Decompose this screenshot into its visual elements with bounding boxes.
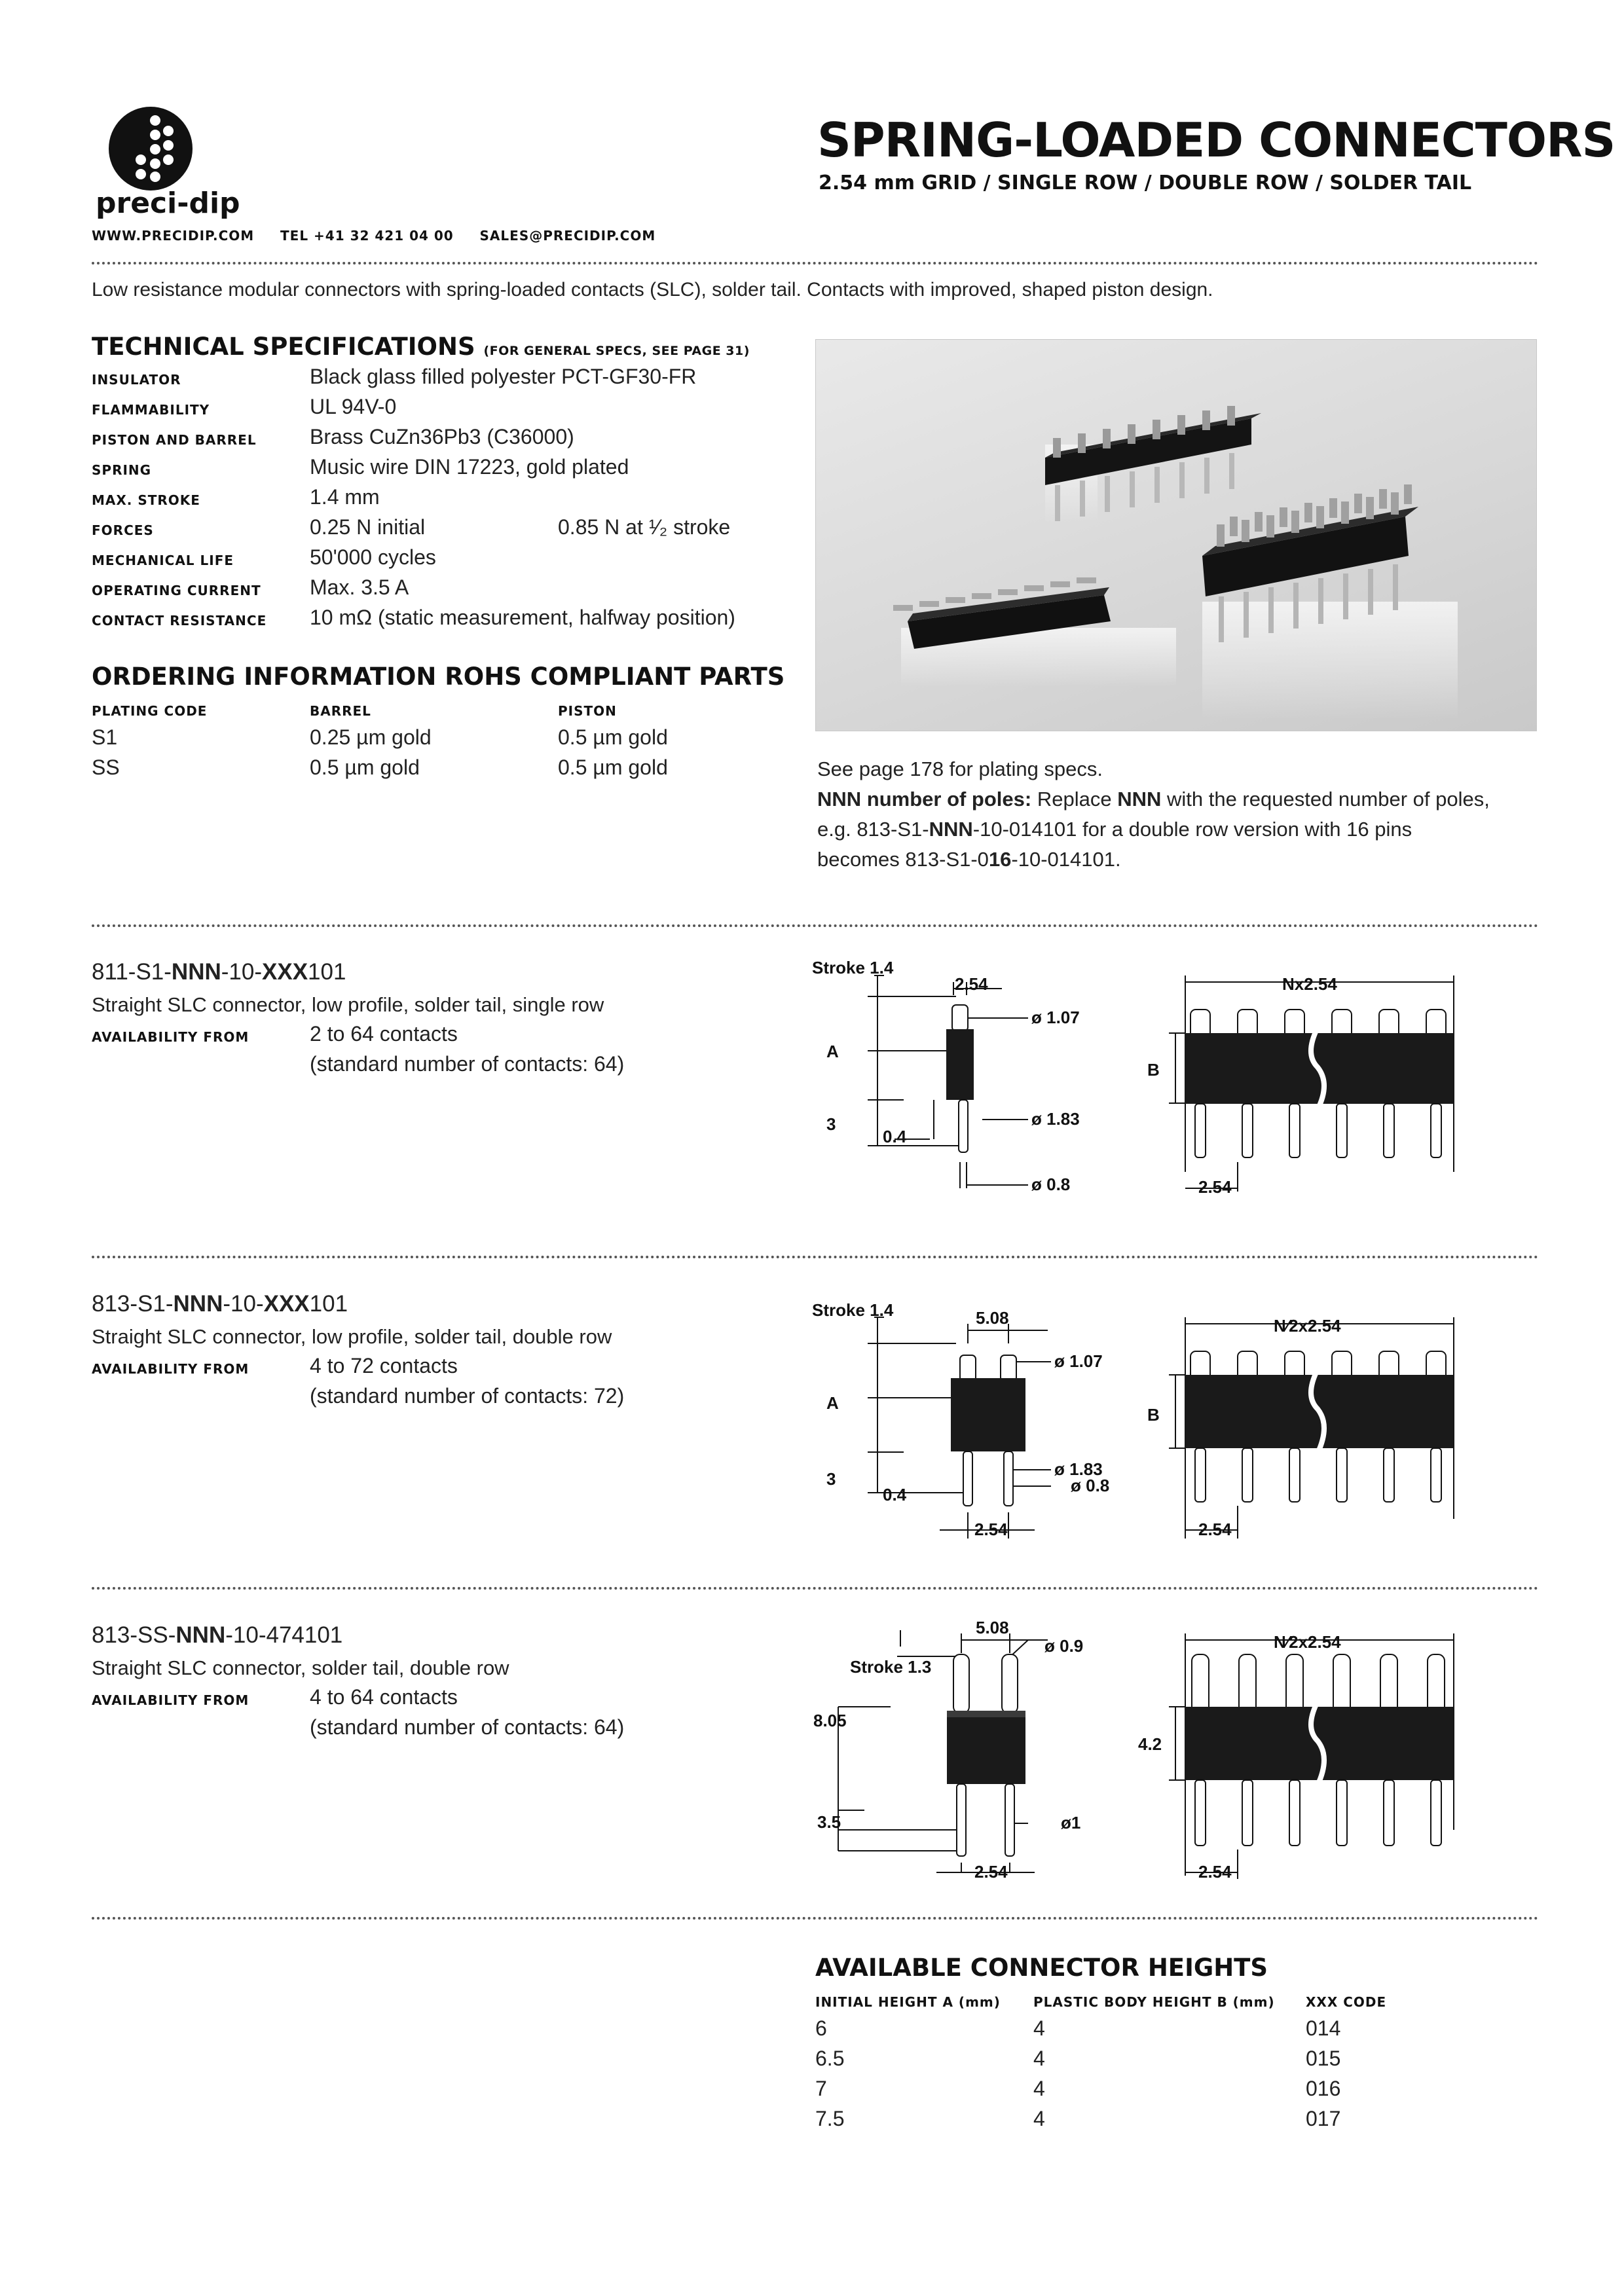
dim-pitch: 5.08 xyxy=(976,1618,1009,1637)
divider xyxy=(92,1917,1539,1920)
part-number-segment: 811-S1- xyxy=(92,959,172,985)
dim-pin-diameter: ø 0.8 xyxy=(1071,1476,1110,1495)
spec-value: 10 mΩ (static measurement, halfway position) xyxy=(310,606,735,629)
dim-body-diameter: ø 1.83 xyxy=(1054,1459,1103,1479)
spec-label: CONTACT RESISTANCE xyxy=(92,613,267,629)
part-number-segment: XXX xyxy=(263,1291,310,1317)
heights-cell: 6.5 xyxy=(815,2047,845,2070)
part-number-segment: XXX xyxy=(262,959,308,985)
spec-value: 50'000 cycles xyxy=(310,545,436,569)
availability-label: AVAILABILITY FROM xyxy=(92,1361,249,1377)
drawing-double-row-side xyxy=(812,1296,1120,1558)
heights-col-header: INITIAL HEIGHT A (mm) xyxy=(815,1994,1001,2010)
spec-label: SPRING xyxy=(92,462,152,478)
spec-label: MAX. STROKE xyxy=(92,492,200,508)
ordering-col-header: BARREL xyxy=(310,703,371,719)
spec-label: FLAMMABILITY xyxy=(92,402,210,418)
brand-name: preci-dip xyxy=(96,187,240,220)
availability-value: 4 to 64 contacts xyxy=(310,1685,458,1709)
plating-note: See page 178 for plating specs. xyxy=(817,757,1103,780)
dim-tail: 3.5 xyxy=(817,1812,841,1832)
spec-value: 0.25 N initial xyxy=(310,515,426,539)
heights-cell: 7 xyxy=(815,2077,827,2100)
contact-line: WWW.PRECIDIP.COM TEL +41 32 421 04 00 SALES@PRECIDIP.COM xyxy=(92,228,656,244)
part-number-segment: NNN xyxy=(171,959,221,985)
spec-label: INSULATOR xyxy=(92,372,181,388)
tech-specs-title: TECHNICAL SPECIFICATIONS xyxy=(92,333,475,361)
poles-note-text: -10-014101. xyxy=(1011,848,1121,871)
dim-stroke: Stroke 1.4 xyxy=(812,1300,894,1320)
part-number-segment: 813-S1- xyxy=(92,1291,174,1317)
part-number-segment: -10- xyxy=(221,959,262,985)
drawing-single-row-front xyxy=(1147,949,1467,1211)
heights-cell: 7.5 xyxy=(815,2107,845,2130)
poles-note-text: e.g. 813-S1- xyxy=(817,818,929,841)
ordering-cell: S1 xyxy=(92,725,118,749)
part-number-segment: -10- xyxy=(223,1291,264,1317)
heights-cell: 016 xyxy=(1306,2077,1341,2100)
divider xyxy=(92,262,1539,264)
spec-value: UL 94V-0 xyxy=(310,395,397,418)
poles-note-line xyxy=(817,788,1490,811)
dim-width: N⁄2x2.54 xyxy=(1274,1632,1341,1652)
product-description: Straight SLC connector, low profile, solder tail, single row xyxy=(92,993,604,1016)
dim-body-height-b: B xyxy=(1147,1405,1160,1425)
product-photo xyxy=(815,339,1537,731)
page-subtitle: 2.54 mm GRID / SINGLE ROW / DOUBLE ROW / SOLDER TAIL xyxy=(819,172,1472,194)
spec-label: PISTON AND BARREL xyxy=(92,432,257,448)
spec-label: MECHANICAL LIFE xyxy=(92,553,234,568)
tech-specs-note: (FOR GENERAL SPECS, SEE PAGE 31) xyxy=(483,344,750,358)
poles-note-line xyxy=(817,848,1121,871)
dim-height-a: A xyxy=(826,1042,839,1061)
dim-bottom-pitch: 2.54 xyxy=(974,1862,1008,1882)
dim-total-height: 8.05 xyxy=(813,1711,847,1730)
dim-body-diameter: ø 1.83 xyxy=(1031,1109,1080,1129)
spec-value: 1.4 mm xyxy=(310,485,380,509)
intro-text: Low resistance modular connectors with spring-loaded contacts (SLC), solder tail. Contacts with improved, shaped piston design. xyxy=(92,279,1213,301)
drawing-ss-double-row-front xyxy=(1138,1614,1467,1889)
tech-specs-heading xyxy=(92,333,750,361)
preci-dip-logo-icon xyxy=(108,106,193,191)
part-number xyxy=(92,959,346,985)
dim-body-height-b: B xyxy=(1147,1060,1160,1080)
poles-note-strong: NNN xyxy=(1117,788,1162,811)
poles-note-text: -10-014101 for a double row version with 16 pins xyxy=(972,818,1412,841)
dim-bottom-pitch: 2.54 xyxy=(1198,1520,1232,1539)
ordering-col-header: PISTON xyxy=(558,703,617,719)
drawing-ss-double-row-side xyxy=(812,1614,1120,1889)
dim-gap: 0.4 xyxy=(883,1485,907,1504)
dim-pin-diameter: ø1 xyxy=(1061,1813,1081,1832)
poles-note-text: becomes 813-S1-0 xyxy=(817,848,989,871)
ordering-heading: ORDERING INFORMATION ROHS COMPLIANT PARTS xyxy=(92,663,785,691)
ordering-col-header: PLATING CODE xyxy=(92,703,208,719)
dim-pitch: 2.54 xyxy=(955,974,988,994)
ordering-cell: 0.25 µm gold xyxy=(310,725,432,749)
availability-value: 2 to 64 contacts xyxy=(310,1022,458,1046)
availability-label: AVAILABILITY FROM xyxy=(92,1029,249,1045)
drawing-double-row-front xyxy=(1147,1296,1467,1558)
dim-bottom-pitch: 2.54 xyxy=(1198,1862,1232,1882)
dim-piston-diameter: ø 0.9 xyxy=(1044,1636,1084,1656)
dim-piston-diameter: ø 1.07 xyxy=(1031,1008,1080,1027)
dim-pitch: 5.08 xyxy=(976,1308,1009,1328)
dim-tail: 3 xyxy=(826,1469,836,1489)
availability-value: 4 to 72 contacts xyxy=(310,1354,458,1377)
dim-height-a: A xyxy=(826,1393,839,1413)
heights-col-header: XXX CODE xyxy=(1306,1994,1387,2010)
ordering-cell: SS xyxy=(92,756,120,779)
divider xyxy=(92,1587,1539,1590)
part-number-segment: 101 xyxy=(308,959,346,985)
part-number xyxy=(92,1622,342,1649)
dim-width: N⁄2x2.54 xyxy=(1274,1316,1341,1336)
part-number-segment: 813-SS- xyxy=(92,1622,176,1648)
ordering-cell: 0.5 µm gold xyxy=(558,756,668,779)
part-number-segment: 101 xyxy=(309,1291,348,1317)
standard-contacts: (standard number of contacts: 64) xyxy=(310,1052,625,1076)
poles-note-text: Replace xyxy=(1031,788,1118,811)
standard-contacts: (standard number of contacts: 72) xyxy=(310,1384,625,1408)
heights-cell: 4 xyxy=(1033,2077,1045,2100)
spec-value: Music wire DIN 17223, gold plated xyxy=(310,455,629,479)
part-number xyxy=(92,1291,348,1317)
standard-contacts: (standard number of contacts: 64) xyxy=(310,1715,625,1739)
spec-label: FORCES xyxy=(92,522,154,538)
heights-cell: 015 xyxy=(1306,2047,1341,2070)
poles-note-line xyxy=(817,818,1412,841)
heights-cell: 014 xyxy=(1306,2016,1341,2040)
heights-cell: 4 xyxy=(1033,2016,1045,2040)
spec-value-secondary: 0.85 N at ¹⁄₂ stroke xyxy=(558,515,731,539)
poles-note-strong: 16 xyxy=(988,848,1012,871)
divider xyxy=(92,924,1539,927)
dim-gap: 0.4 xyxy=(883,1127,907,1146)
dim-pin-diameter: ø 0.8 xyxy=(1031,1175,1071,1194)
spec-label: OPERATING CURRENT xyxy=(92,583,261,598)
heights-cell: 017 xyxy=(1306,2107,1341,2130)
poles-note-strong: NNN number of poles: xyxy=(817,788,1032,811)
spec-value: Brass CuZn36Pb3 (C36000) xyxy=(310,425,574,448)
spec-value: Max. 3.5 A xyxy=(310,575,409,599)
dim-piston-diameter: ø 1.07 xyxy=(1054,1351,1103,1371)
dim-stroke: Stroke 1.3 xyxy=(850,1657,932,1677)
dim-bottom-pitch: 2.54 xyxy=(1198,1177,1232,1197)
dim-width: Nx2.54 xyxy=(1282,974,1337,994)
product-description: Straight SLC connector, low profile, solder tail, double row xyxy=(92,1325,612,1348)
dim-bottom-pitch: 2.54 xyxy=(974,1520,1008,1539)
page-title: SPRING-LOADED CONNECTORS xyxy=(817,113,1615,168)
heights-cell: 6 xyxy=(815,2016,827,2040)
dim-body-height: 4.2 xyxy=(1138,1734,1162,1754)
availability-label: AVAILABILITY FROM xyxy=(92,1692,249,1708)
part-number-segment: NNN xyxy=(175,1622,226,1648)
dim-tail: 3 xyxy=(826,1114,836,1134)
part-number-segment: NNN xyxy=(173,1291,223,1317)
heights-heading: AVAILABLE CONNECTOR HEIGHTS xyxy=(815,1954,1268,1982)
divider xyxy=(92,1256,1539,1258)
ordering-cell: 0.5 µm gold xyxy=(558,725,668,749)
spec-value: Black glass filled polyester PCT-GF30-FR xyxy=(310,365,697,388)
drawing-single-row-side xyxy=(812,949,1107,1211)
dim-stroke: Stroke 1.4 xyxy=(812,958,894,977)
heights-col-header: PLASTIC BODY HEIGHT B (mm) xyxy=(1033,1994,1275,2010)
poles-note-text: with the requested number of poles, xyxy=(1161,788,1490,811)
poles-note-strong: NNN xyxy=(929,818,973,841)
part-number-segment: -10-474101 xyxy=(225,1622,343,1648)
heights-cell: 4 xyxy=(1033,2107,1045,2130)
product-description: Straight SLC connector, solder tail, double row xyxy=(92,1656,509,1679)
ordering-cell: 0.5 µm gold xyxy=(310,756,420,779)
heights-cell: 4 xyxy=(1033,2047,1045,2070)
